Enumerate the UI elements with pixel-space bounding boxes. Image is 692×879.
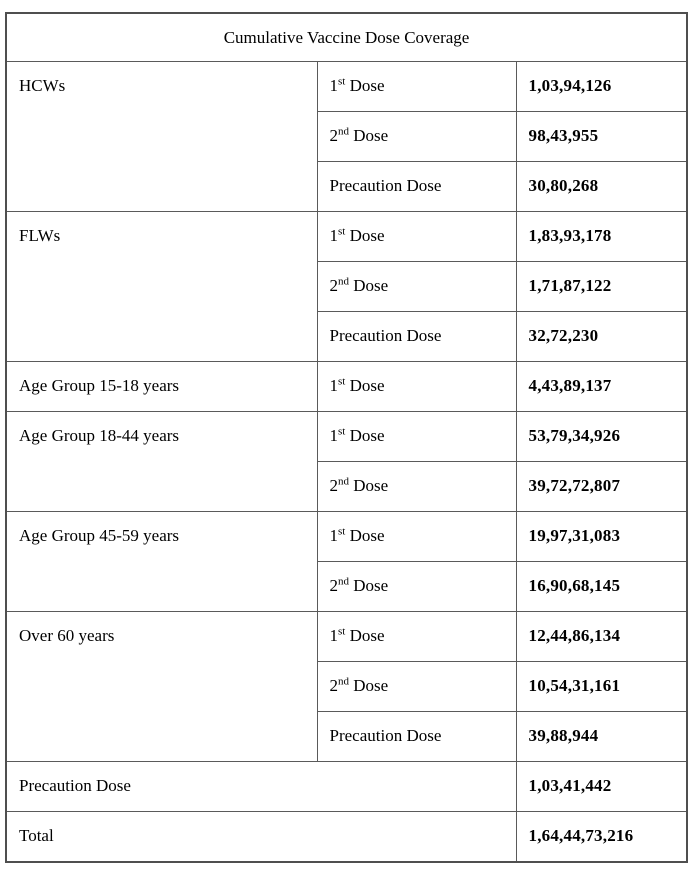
dose-label-cell [317, 112, 516, 162]
dose-label-cell [317, 462, 516, 512]
dose-ordinal: 2 [329, 576, 338, 596]
dose-ordinal: 2 [329, 126, 338, 146]
summary-label-cell-total: Total [6, 812, 516, 862]
dose-word: Precaution Dose [329, 176, 442, 196]
dose-ordinal-suffix: nd [338, 675, 349, 688]
group-label-cell-over-60: Over 60 years [6, 612, 317, 762]
dose-ordinal: 1 [329, 626, 338, 646]
dose-word: Dose [345, 226, 385, 246]
dose-word: Dose [349, 126, 389, 146]
table-row [6, 362, 687, 412]
dose-label-cell [317, 312, 516, 362]
table-row [6, 612, 687, 662]
dose-value-cell: 32,72,230 [516, 312, 687, 362]
dose-label-cell [317, 712, 516, 762]
dose-word: Dose [349, 276, 389, 296]
dose-ordinal-suffix: nd [338, 275, 349, 288]
dose-ordinal: 2 [329, 276, 338, 296]
table-row [6, 62, 687, 112]
dose-label-cell [317, 412, 516, 462]
dose-ordinal: 1 [329, 426, 338, 446]
group-label-cell-flws: FLWs [6, 212, 317, 362]
summary-value-cell: 1,64,44,73,216 [516, 812, 687, 862]
dose-label-cell [317, 162, 516, 212]
dose-label-cell [317, 662, 516, 712]
dose-ordinal: 2 [329, 676, 338, 696]
dose-value-cell: 1,83,93,178 [516, 212, 687, 262]
table-row [6, 512, 687, 562]
dose-label-cell [317, 262, 516, 312]
dose-ordinal: 1 [329, 226, 338, 246]
dose-value-cell: 4,43,89,137 [516, 362, 687, 412]
dose-label-cell [317, 62, 516, 112]
dose-ordinal: 1 [329, 376, 338, 396]
table-row [6, 412, 687, 462]
dose-word: Dose [345, 526, 385, 546]
summary-label-cell-precaution: Precaution Dose [6, 762, 516, 812]
dose-word: Precaution Dose [329, 726, 442, 746]
dose-word: Dose [345, 376, 385, 396]
table-row [6, 762, 687, 812]
dose-value-cell: 98,43,955 [516, 112, 687, 162]
dose-word: Dose [345, 626, 385, 646]
table-title: Cumulative Vaccine Dose Coverage [6, 13, 687, 62]
dose-ordinal-suffix: st [338, 625, 346, 638]
dose-ordinal: 1 [329, 526, 338, 546]
dose-ordinal-suffix: st [338, 525, 346, 538]
dose-ordinal-suffix: st [338, 75, 346, 88]
dose-value-cell: 39,72,72,807 [516, 462, 687, 512]
group-label-cell-45-59: Age Group 45-59 years [6, 512, 317, 612]
dose-value-cell: 1,03,94,126 [516, 62, 687, 112]
dose-ordinal: 1 [329, 76, 338, 96]
dose-value-cell: 39,88,944 [516, 712, 687, 762]
dose-word: Dose [349, 676, 389, 696]
dose-word: Dose [349, 576, 389, 596]
dose-ordinal-suffix: st [338, 375, 346, 388]
dose-label-cell [317, 562, 516, 612]
dose-value-cell: 12,44,86,134 [516, 612, 687, 662]
dose-value-cell: 1,71,87,122 [516, 262, 687, 312]
dose-value-cell: 53,79,34,926 [516, 412, 687, 462]
vaccine-coverage-table [5, 12, 688, 863]
dose-value-cell: 10,54,31,161 [516, 662, 687, 712]
dose-label-cell [317, 212, 516, 262]
dose-label-cell [317, 362, 516, 412]
dose-ordinal-suffix: nd [338, 475, 349, 488]
dose-ordinal-suffix: st [338, 425, 346, 438]
dose-value-cell: 19,97,31,083 [516, 512, 687, 562]
dose-label-cell [317, 512, 516, 562]
group-label-cell-15-18: Age Group 15-18 years [6, 362, 317, 412]
dose-ordinal-suffix: nd [338, 575, 349, 588]
dose-word: Dose [345, 426, 385, 446]
dose-word: Precaution Dose [329, 326, 442, 346]
group-label-cell-18-44: Age Group 18-44 years [6, 412, 317, 512]
summary-value-cell: 1,03,41,442 [516, 762, 687, 812]
table-row [6, 812, 687, 862]
dose-value-cell: 16,90,68,145 [516, 562, 687, 612]
dose-ordinal-suffix: st [338, 225, 346, 238]
table-row [6, 212, 687, 262]
dose-word: Dose [349, 476, 389, 496]
dose-label-cell [317, 612, 516, 662]
dose-ordinal-suffix: nd [338, 125, 349, 138]
group-label-cell-hcws: HCWs [6, 62, 317, 212]
dose-ordinal: 2 [329, 476, 338, 496]
dose-value-cell: 30,80,268 [516, 162, 687, 212]
dose-word: Dose [345, 76, 385, 96]
table-title-row [6, 13, 687, 62]
